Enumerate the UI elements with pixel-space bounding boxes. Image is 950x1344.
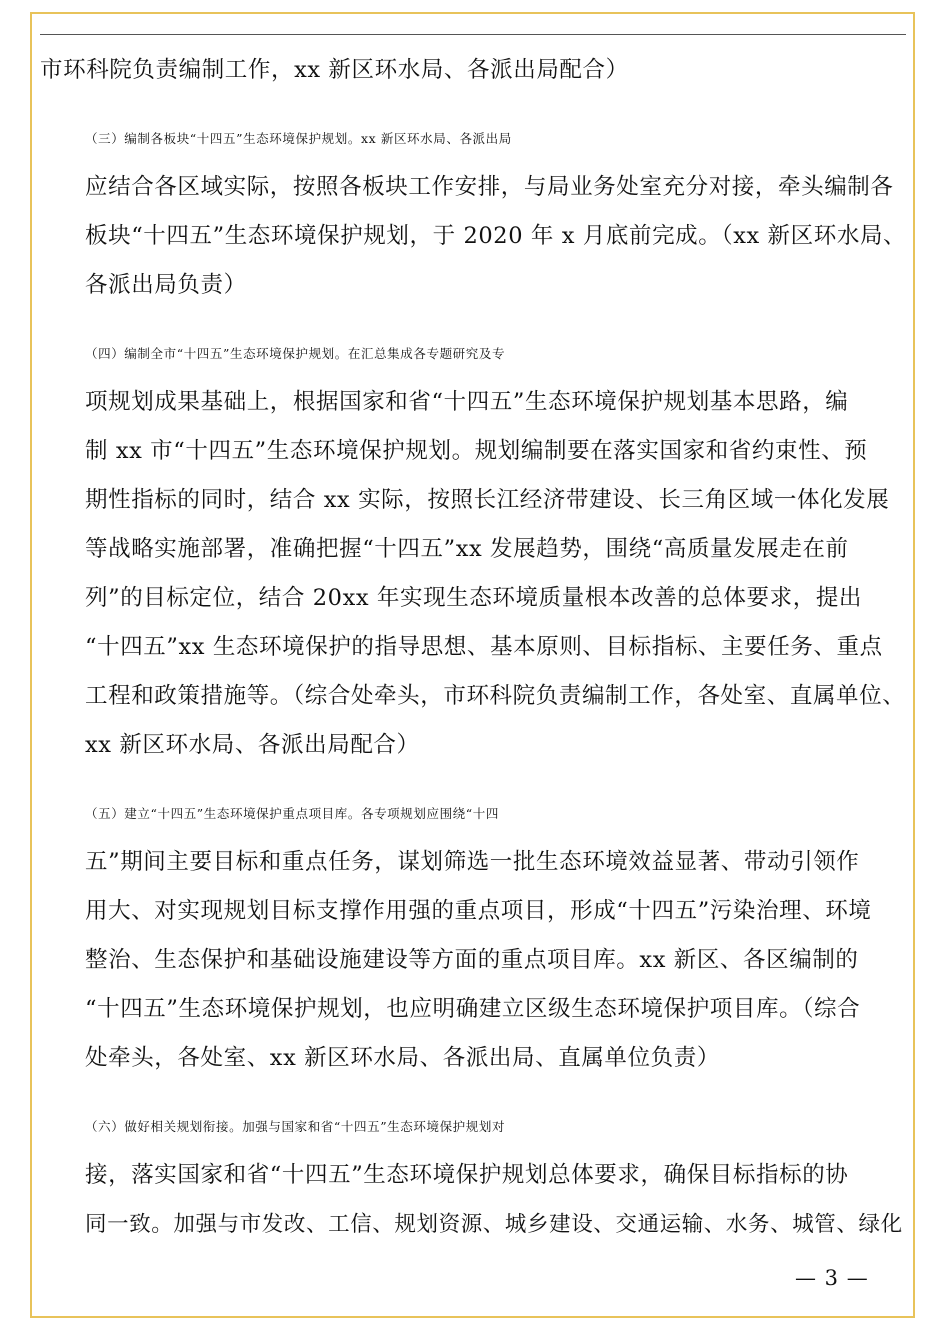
paragraph-section-4 [40, 329, 906, 770]
text-line: 接，落实国家和省“十四五”生态环境保护规划总体要求，确保目标指标的协 [85, 1162, 849, 1188]
text-line: xx 新区环水局、各派出局配合） [85, 732, 420, 758]
text-line: “十四五”生态环境保护规划，也应明确建立区级生态环境保护项目库。（综合 [85, 996, 861, 1022]
text-line: 应结合各区域实际，按照各板块工作安排，与局业务处室充分对接，牵头编制各 [85, 174, 894, 200]
text-line: （五）建立“十四五”生态环境保护重点项目库。各专项规划应围绕“十四 [85, 806, 499, 821]
text-line: 板块“十四五”生态环境保护规划，于 2020 年 x 月底前完成。（xx 新区环水局、 [85, 223, 907, 249]
text-line: 各派出局负责） [85, 272, 247, 298]
document-body [40, 46, 906, 1268]
text-line: 项规划成果基础上，根据国家和省“十四五”生态环境保护规划基本思路，编 [85, 389, 849, 415]
page-number: — 3 — [795, 1266, 869, 1290]
text-line: 整治、生态保护和基础设施建设等方面的重点项目库。xx 新区、各区编制的 [85, 947, 859, 973]
paragraph-section-3 [40, 114, 906, 310]
text-line: 期性指标的同时，结合 xx 实际，按照长江经济带建设、长三角区域一体化发展 [85, 487, 890, 513]
text-line: “十四五”xx 生态环境保护的指导思想、基本原则、目标指标、主要任务、重点 [85, 634, 883, 660]
paragraph-section-5 [40, 789, 906, 1083]
text-line: 用大、对实现规划目标支撑作用强的重点项目，形成“十四五”污染治理、环境 [85, 898, 872, 924]
text-line: 处牵头，各处室、xx 新区环水局、各派出局、直属单位负责） [85, 1045, 720, 1071]
text-line: 工程和政策措施等。（综合处牵头，市环科院负责编制工作，各处室、直属单位、 [85, 683, 906, 709]
paragraph-section-6 [40, 1102, 906, 1249]
header-rule [40, 34, 906, 35]
text-line: 制 xx 市“十四五”生态环境保护规划。规划编制要在落实国家和省约束性、预 [85, 438, 868, 464]
paragraph-continuation [40, 46, 906, 95]
text-line: （三）编制各板块“十四五”生态环境保护规划。xx 新区环水局、各派出局 [85, 131, 512, 146]
text-line: 等战略实施部署，准确把握“十四五”xx 发展趋势，围绕“高质量发展走在前 [85, 536, 849, 562]
text-line: 列”的目标定位，结合 20xx 年实现生态环境质量根本改善的总体要求，提出 [85, 585, 863, 611]
text-line: （六）做好相关规划衔接。加强与国家和省“十四五”生态环境保护规划对 [85, 1119, 506, 1134]
text-line: （四）编制全市“十四五”生态环境保护规划。在汇总集成各专题研究及专 [85, 346, 506, 361]
text-line: 同一致。加强与市发改、工信、规划资源、城乡建设、交通运输、水务、城管、绿化 [85, 1212, 903, 1237]
text-line: 五”期间主要目标和重点任务，谋划筛选一批生态环境效益显著、带动引领作 [85, 849, 860, 875]
text-line: 市环科院负责编制工作，xx 新区环水局、各派出局配合） [40, 57, 629, 83]
